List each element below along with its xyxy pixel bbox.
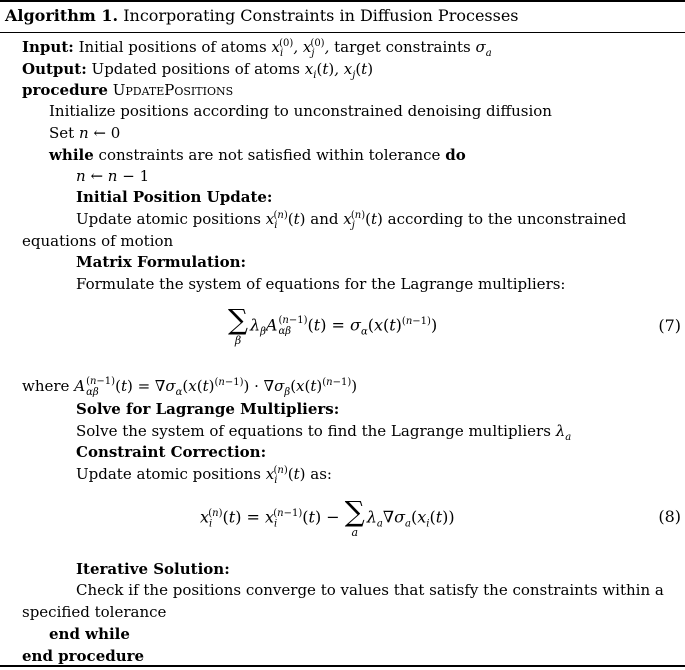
- where-line: [22, 376, 357, 398]
- step3-line: [76, 421, 571, 441]
- while-keyword: while: [49, 146, 94, 164]
- step1-math-xj: $x_j^{(n)}(t)$: [343, 210, 383, 231]
- output-keyword: Output:: [22, 60, 87, 78]
- step2-title: Matrix Formulation:: [76, 253, 247, 271]
- do-keyword: do: [445, 146, 466, 164]
- step1-text-b: according to the unconstrained: [387, 210, 627, 228]
- decrement-line: [76, 166, 149, 186]
- step4-text-a: Update atomic positions: [76, 465, 261, 483]
- step4-line: [76, 464, 332, 484]
- step4-title: Constraint Correction:: [76, 443, 267, 461]
- input-line: [22, 37, 492, 57]
- caption-label: Algorithm 1.: [5, 6, 119, 25]
- while-line: [49, 145, 466, 165]
- end-procedure-keyword: end procedure: [22, 647, 145, 665]
- step2-text: Formulate the system of equations for the Lagrange multipliers:: [76, 275, 566, 293]
- step1-text-c: equations of motion: [22, 232, 174, 250]
- equation-7-number: (7): [658, 316, 681, 335]
- step1-text-and: and: [310, 210, 339, 228]
- input-text-b: target constraints: [334, 38, 471, 56]
- decrement-math: n ← n − 1: [76, 167, 150, 185]
- input-math-sigma: $\sigma_a$: [475, 38, 492, 59]
- sum-symbol-8: ∑ a: [344, 495, 365, 539]
- input-text-a: Initial positions of atoms: [78, 38, 267, 56]
- step1-title: Initial Position Update:: [76, 188, 273, 206]
- bottom-rule: [0, 665, 685, 667]
- equation-7: ∑ β $\lambda_\beta A$ (n−1) αβ $(t) = \sigma_\alpha(x(t)^{(n-1)})$: [228, 303, 438, 347]
- step5-text-a: Check if the positions converge to values that satisfy the constraints within a: [76, 581, 664, 599]
- sum-symbol-7: ∑ β: [228, 303, 248, 347]
- step3-title: Solve for Lagrange Multipliers:: [76, 400, 340, 418]
- set-line: [49, 123, 120, 143]
- caption-title: Incorporating Constraints in Diffusion Processes: [123, 6, 519, 25]
- step1-text-line: [76, 209, 626, 229]
- while-text: constraints are not satisfied within tolerance: [98, 146, 441, 164]
- step3-text: Solve the system of equations to find the Lagrange multipliers: [76, 422, 551, 440]
- procedure-keyword: procedure: [22, 81, 108, 99]
- set-math: n ← 0: [78, 124, 121, 142]
- caption-rule: [0, 32, 685, 33]
- where-math: A (n−1) αβ $(t) = \nabla\sigma_\alpha(x(t)^{(n-1)}) \cdot \nabla\sigma_\beta(x(t)^{(n-1)})$: [74, 376, 358, 398]
- end-while-keyword: end while: [49, 625, 130, 643]
- output-text: Updated positions of atoms: [91, 60, 300, 78]
- output-math: $x_i(t)$, $x_j(t)$: [304, 60, 374, 81]
- step4-text-b: as:: [310, 465, 332, 483]
- step1-math-xi: $x_i^{(n)}(t)$: [265, 210, 306, 231]
- set-text: Set: [49, 124, 75, 142]
- step5-text-b: specified tolerance: [22, 603, 167, 621]
- input-keyword: Input:: [22, 38, 74, 56]
- equation-8-number: (8): [658, 507, 681, 526]
- algorithm-caption: [5, 4, 685, 32]
- step5-title: Iterative Solution:: [76, 560, 230, 578]
- step3-math: $\lambda_a$: [555, 422, 572, 443]
- where-text: where: [22, 377, 70, 395]
- output-line: [22, 59, 373, 79]
- equation-8: $x_i^{(n)}(t) = x_i^{(n-1)}(t)$ − ∑ a $\lambda_a\nabla\sigma_a(x_i(t))$: [200, 495, 455, 539]
- init-line: Initialize positions according to unconstrained denoising diffusion: [49, 102, 552, 120]
- procedure-line: [22, 80, 233, 100]
- step4-math: $x_i^{(n)}(t)$: [265, 465, 306, 486]
- input-math-atoms: $x_i^{(0)}$, $x_j^{(0)}$,: [271, 38, 330, 59]
- procedure-name: UpdatePositions: [112, 81, 234, 99]
- step1-text-a: Update atomic positions: [76, 210, 261, 228]
